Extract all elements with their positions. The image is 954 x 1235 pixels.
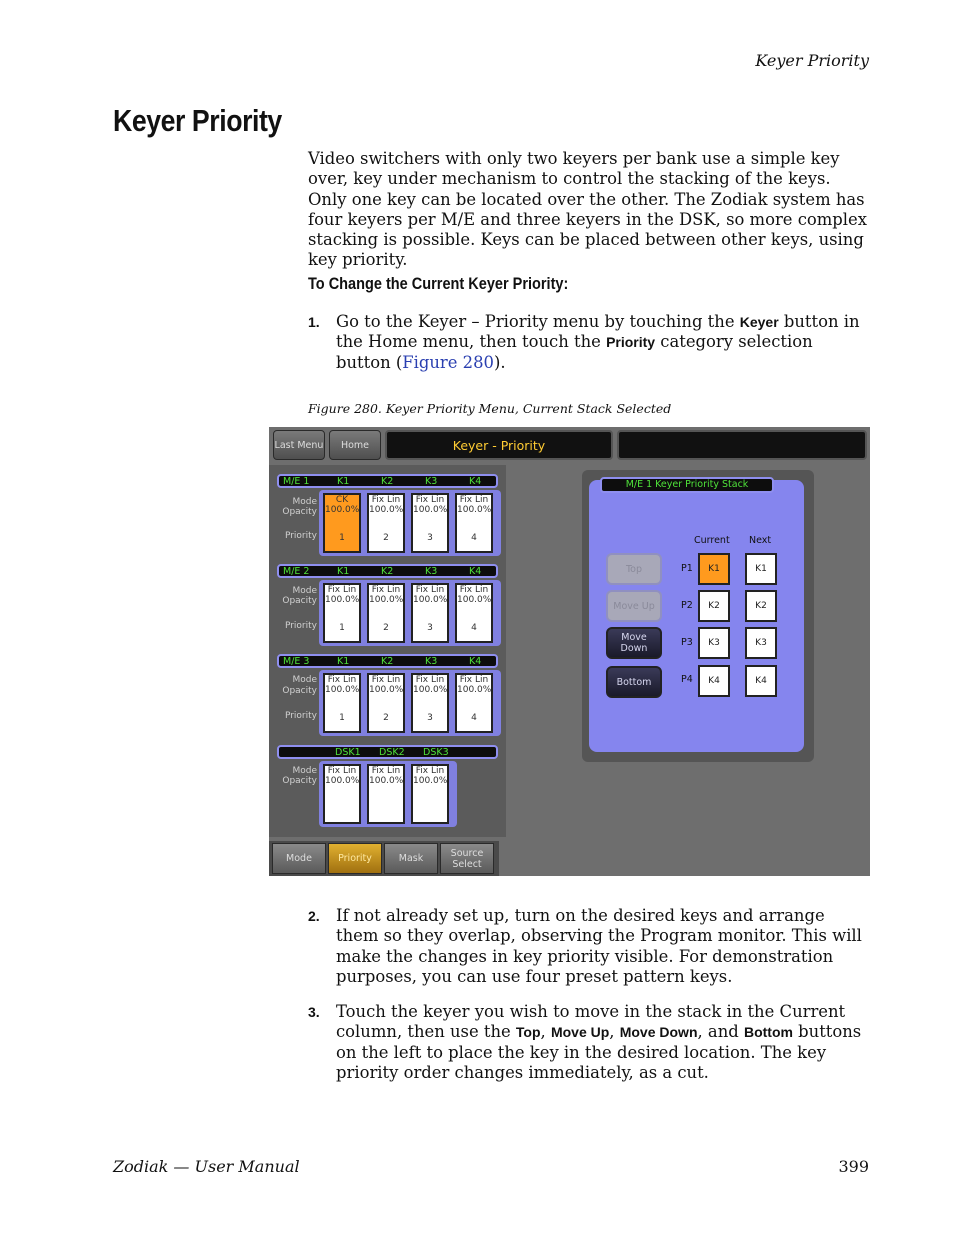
next-p1-key[interactable]: K1 <box>745 553 777 585</box>
running-header: Keyer Priority <box>755 51 869 70</box>
step-1-number: 1. <box>308 314 320 330</box>
stack-title: M/E 1 Keyer Priority Stack <box>600 477 774 493</box>
tile-priority: 2 <box>383 713 389 723</box>
tile-mode: CK <box>335 495 349 505</box>
me3-k4-tile[interactable] <box>455 673 493 733</box>
next-p4-key[interactable]: K4 <box>745 665 777 697</box>
priority-button-ref: Priority <box>606 334 656 351</box>
me2-k1-label: K1 <box>337 566 350 577</box>
last-menu-button[interactable]: Last Menu <box>273 430 325 460</box>
tile-mode: Fix Lin <box>415 495 445 505</box>
current-p1-key[interactable]: K1 <box>698 553 730 585</box>
keyer-button-ref: Keyer <box>739 314 779 330</box>
me2-k1-tile[interactable] <box>323 583 361 643</box>
me3-priority-label: Priority <box>284 711 317 721</box>
tile-priority: 1 <box>339 533 345 543</box>
me1-header <box>277 474 498 488</box>
intro-paragraph: Video switchers with only two keyers per bank use a simple key over, key under mechanism to control the stacking of the keys. Only one key can be located over the other. The Zodiak system has four keyers per M/E and three keyers in the DSK, so more complex stacking is possible. Keys can be placed between other keys, using key priority. <box>308 149 867 270</box>
tile-mode: Fix Lin <box>459 495 489 505</box>
tile-mode: Fix Lin <box>327 766 357 776</box>
me2-k2-tile[interactable] <box>367 583 405 643</box>
dsk-header <box>277 745 498 759</box>
me2-k4-label: K4 <box>469 566 482 577</box>
tile-opacity: 100.0% <box>325 505 360 515</box>
tile-priority: 1 <box>339 713 345 723</box>
top-button[interactable]: Top <box>606 553 662 585</box>
step-2-text: If not already set up, turn on the desired keys and arrange them so they overlap, observing the Program monitor. This will make the changes in key priority visible. For demonstration purposes, you can use four preset pattern keys. <box>336 906 862 986</box>
me3-label: M/E 3 <box>283 656 310 667</box>
category-source-select-button[interactable]: Source Select <box>440 843 494 874</box>
tile-mode: Fix Lin <box>371 495 401 505</box>
dsk1-tile[interactable] <box>323 764 361 824</box>
me1-label: M/E 1 <box>283 476 310 487</box>
me1-opacity-label: Opacity <box>282 507 317 517</box>
tile-priority: 3 <box>427 713 433 723</box>
tile-mode: Fix Lin <box>371 675 401 685</box>
tile-opacity: 100.0% <box>325 595 360 605</box>
tile-opacity: 100.0% <box>369 505 404 515</box>
tile-opacity: 100.0% <box>457 595 492 605</box>
tile-priority: 3 <box>427 623 433 633</box>
next-column-header: Next <box>749 535 772 546</box>
move-up-button[interactable]: Move Up <box>606 590 662 622</box>
dsk3-tile[interactable] <box>411 764 449 824</box>
tile-opacity: 100.0% <box>413 505 448 515</box>
move-down-button-ref: Move Down <box>619 1024 698 1041</box>
next-p3-key[interactable]: K3 <box>745 627 777 659</box>
next-p2-key[interactable]: K2 <box>745 590 777 622</box>
p2-label: P2 <box>681 600 693 611</box>
tile-priority: 3 <box>427 533 433 543</box>
step-1-text: Go to the Keyer – Priority menu by touching the Keyer button in the Home menu, then touch the Priority category selection button (Figure 280). <box>336 312 860 372</box>
tile-opacity: 100.0% <box>457 505 492 515</box>
me3-k3-label: K3 <box>425 656 438 667</box>
tile-opacity: 100.0% <box>413 595 448 605</box>
me3-k4-label: K4 <box>469 656 482 667</box>
me2-header <box>277 564 498 578</box>
me3-mode-label: Mode <box>292 675 317 685</box>
me1-k4-label: K4 <box>469 476 482 487</box>
me2-opacity-label: Opacity <box>282 596 317 606</box>
move-down-button[interactable]: Move Down <box>606 627 662 659</box>
page-number: 399 <box>838 1157 869 1176</box>
tile-opacity: 100.0% <box>369 776 404 786</box>
procedure-title: To Change the Current Keyer Priority: <box>308 275 569 293</box>
tile-mode: Fix Lin <box>327 585 357 595</box>
current-p2-key[interactable]: K2 <box>698 590 730 622</box>
me2-priority-label: Priority <box>284 621 317 631</box>
tile-opacity: 100.0% <box>369 685 404 695</box>
tile-priority: 4 <box>471 623 477 633</box>
tile-priority: 4 <box>471 713 477 723</box>
tile-priority: 2 <box>383 533 389 543</box>
step-2-number: 2. <box>308 908 320 924</box>
tile-mode: Fix Lin <box>415 766 445 776</box>
tile-mode: Fix Lin <box>371 766 401 776</box>
me3-k2-label: K2 <box>381 656 394 667</box>
me1-k2-tile[interactable] <box>367 493 405 553</box>
dsk-mode-label: Mode <box>292 766 317 776</box>
me1-k3-label: K3 <box>425 476 438 487</box>
step-3-text: Touch the keyer you wish to move in the stack in the Current column, then use the Top, Move Up, Move Down, and Bottom buttons on the left to place the key in the desired location. The key priority order changes immediately, as a cut. <box>336 1002 862 1082</box>
current-p4-key[interactable]: K4 <box>698 665 730 697</box>
current-p3-key[interactable]: K3 <box>698 627 730 659</box>
tile-opacity: 100.0% <box>325 685 360 695</box>
me3-k1-label: K1 <box>337 656 350 667</box>
tile-mode: Fix Lin <box>327 675 357 685</box>
dsk2-label: DSK2 <box>379 747 405 758</box>
me2-k3-label: K3 <box>425 566 438 577</box>
me3-k1-tile[interactable] <box>323 673 361 733</box>
me3-header <box>277 654 498 668</box>
me1-mode-label: Mode <box>292 497 317 507</box>
dsk3-label: DSK3 <box>423 747 449 758</box>
tile-mode: Fix Lin <box>415 585 445 595</box>
me2-mode-label: Mode <box>292 586 317 596</box>
tile-opacity: 100.0% <box>369 595 404 605</box>
page-title: Keyer Priority <box>113 103 282 138</box>
me2-label: M/E 2 <box>283 566 310 577</box>
tile-opacity: 100.0% <box>413 776 448 786</box>
dsk-opacity-label: Opacity <box>282 776 317 786</box>
tile-priority: 4 <box>471 533 477 543</box>
home-button[interactable]: Home <box>329 430 381 460</box>
step-3-number: 3. <box>308 1004 320 1020</box>
tile-priority: 1 <box>339 623 345 633</box>
p1-label: P1 <box>681 563 693 574</box>
tile-opacity: 100.0% <box>325 776 360 786</box>
footer-title: Zodiak — User Manual <box>113 1157 300 1176</box>
title-bar-blank <box>617 430 867 460</box>
tile-mode: Fix Lin <box>415 675 445 685</box>
me1-priority-label: Priority <box>284 531 317 541</box>
figure-link[interactable]: Figure 280 <box>402 352 494 372</box>
tile-mode: Fix Lin <box>459 675 489 685</box>
me2-k4-tile[interactable] <box>455 583 493 643</box>
keyer-priority-screenshot <box>269 427 870 876</box>
p4-label: P4 <box>681 674 693 685</box>
tile-mode: Fix Lin <box>459 585 489 595</box>
tile-opacity: 100.0% <box>413 685 448 695</box>
figure-caption: Figure 280. Keyer Priority Menu, Current Stack Selected <box>308 401 672 416</box>
me2-k2-label: K2 <box>381 566 394 577</box>
me3-k2-tile[interactable] <box>367 673 405 733</box>
bottom-button-ref: Bottom <box>743 1024 793 1041</box>
me3-opacity-label: Opacity <box>282 686 317 696</box>
category-mode-button[interactable]: Mode <box>272 843 326 874</box>
me1-k1-tile[interactable] <box>323 493 361 553</box>
current-column-header: Current <box>694 535 730 546</box>
me3-k3-tile[interactable] <box>411 673 449 733</box>
top-button-ref: Top <box>515 1024 541 1041</box>
me1-k1-label: K1 <box>337 476 350 487</box>
tile-mode: Fix Lin <box>371 585 401 595</box>
bottom-button[interactable]: Bottom <box>606 666 662 698</box>
tile-opacity: 100.0% <box>457 685 492 695</box>
menu-title: Keyer - Priority <box>385 430 613 460</box>
me2-k3-tile[interactable] <box>411 583 449 643</box>
me1-k3-tile[interactable] <box>411 493 449 553</box>
me1-k2-label: K2 <box>381 476 394 487</box>
dsk2-tile[interactable] <box>367 764 405 824</box>
dsk1-label: DSK1 <box>335 747 361 758</box>
p3-label: P3 <box>681 637 693 648</box>
category-mask-button[interactable]: Mask <box>384 843 438 874</box>
category-priority-button[interactable]: Priority <box>328 843 382 874</box>
me1-k4-tile[interactable] <box>455 493 493 553</box>
move-up-button-ref: Move Up <box>550 1024 610 1041</box>
tile-priority: 2 <box>383 623 389 633</box>
